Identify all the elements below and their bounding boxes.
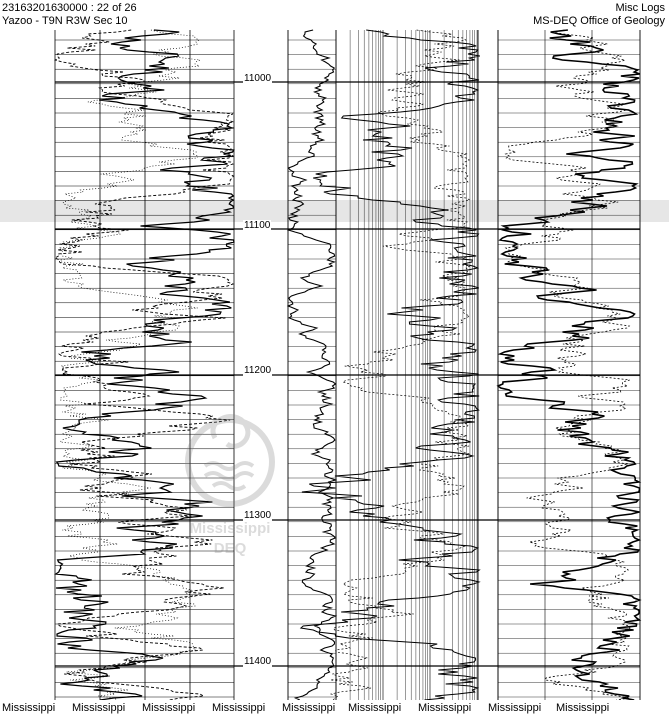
agency-label: MS-DEQ Office of Geology bbox=[533, 15, 665, 27]
footer-label: Mississippi bbox=[212, 702, 266, 714]
log-type-label: Misc Logs bbox=[615, 2, 665, 14]
depth-label-11300: 11300 bbox=[244, 510, 272, 521]
mdeq-watermark bbox=[165, 400, 295, 570]
log-curve bbox=[498, 30, 640, 700]
depth-label-11100: 11100 bbox=[244, 220, 271, 231]
watermark-line2: DEQ bbox=[213, 540, 247, 557]
footer-label: Mississippi bbox=[72, 702, 126, 714]
mdeq-seal-icon bbox=[165, 400, 295, 510]
well-id-label: 23163201630000 : 22 of 26 bbox=[2, 2, 137, 14]
location-label: Yazoo - T9N R3W Sec 10 bbox=[2, 15, 128, 27]
footer-label: Mississippi bbox=[556, 702, 610, 714]
depth-label-11400: 11400 bbox=[244, 656, 272, 667]
depth-label-11200: 11200 bbox=[244, 365, 272, 376]
watermark-line1: Mississippi bbox=[189, 520, 271, 537]
footer-label: Mississippi bbox=[418, 702, 472, 714]
log-curve bbox=[288, 30, 335, 700]
depth-label-11000: 11000 bbox=[244, 73, 272, 84]
footer-label: Mississippi bbox=[2, 702, 56, 714]
footer-label: Mississippi bbox=[348, 702, 402, 714]
footer-bar bbox=[0, 702, 669, 715]
footer-label: Mississippi bbox=[142, 702, 196, 714]
footer-label: Mississippi bbox=[282, 702, 336, 714]
footer-label: Mississippi bbox=[488, 702, 542, 714]
